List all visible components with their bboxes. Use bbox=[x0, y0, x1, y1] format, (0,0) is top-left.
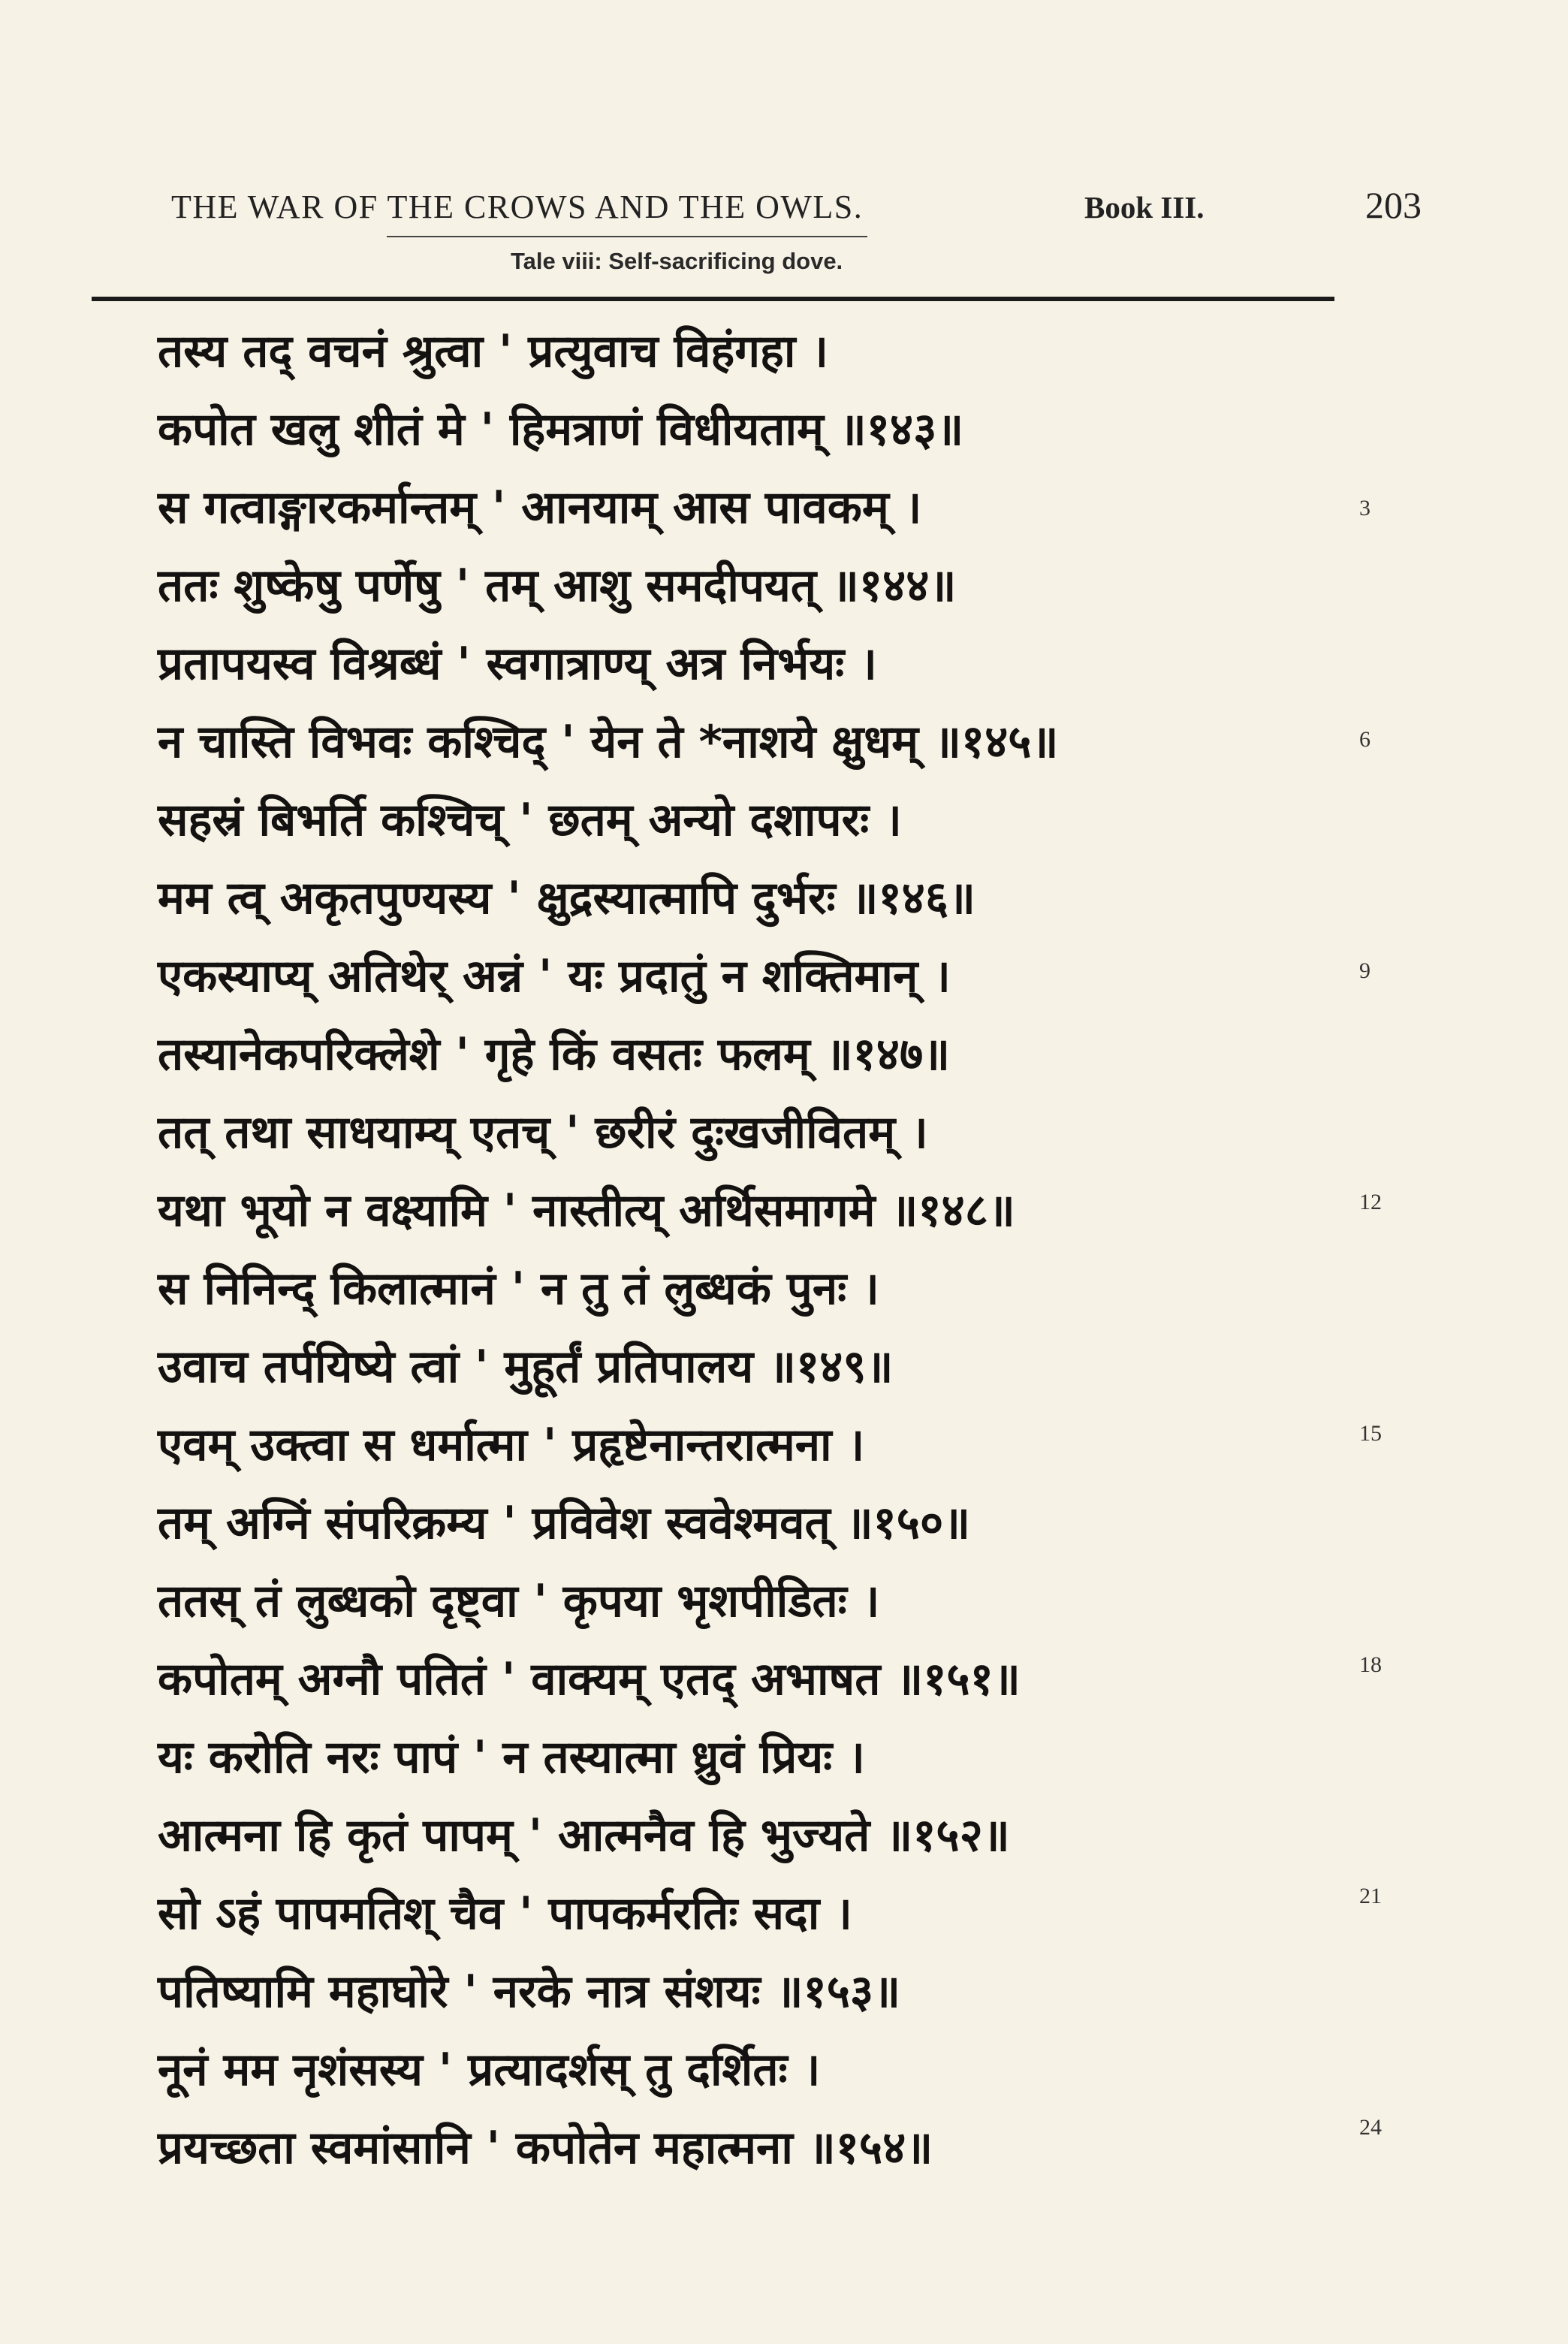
header-rule bbox=[92, 297, 1334, 301]
line-number: 3 bbox=[1359, 496, 1370, 520]
running-head-title: THE WAR OF THE CROWS AND THE OWLS. bbox=[171, 189, 864, 225]
title-underline bbox=[387, 236, 867, 237]
verse-line: पतिष्यामि महाघोरे ' नरके नात्र संशयः ॥१५३॥ bbox=[158, 1965, 901, 2018]
page-number: 203 bbox=[1365, 184, 1422, 226]
verse-line: यः करोति नरः पापं ' न तस्यात्मा ध्रुवं प्रियः । bbox=[158, 1731, 865, 1784]
tale-subtitle: Tale viii: Self-sacrificing dove. bbox=[511, 248, 843, 274]
running-head-book: Book III. bbox=[1084, 190, 1205, 225]
verse-line: उवाच तर्पयिष्ये त्वां ' मुहूर्तं प्रतिपालय ॥१४९॥ bbox=[158, 1341, 894, 1393]
verse-line: तत् तथा साधयाम्य् एतच् ' छरीरं दुःखजीवितम् । bbox=[158, 1106, 928, 1159]
verse-line: स निनिन्द् किलात्मानं ' न तु तं लुब्धकं पुनः । bbox=[158, 1263, 879, 1315]
verse-line: नूनं मम नृशंसस्य ' प्रत्यादर्शस् तु दर्शितः । bbox=[158, 2044, 821, 2096]
line-number: 12 bbox=[1359, 1190, 1382, 1214]
verse-line: ततस् तं लुब्धको दृष्ट्वा ' कृपया भृशपीडितः । bbox=[158, 1575, 880, 1628]
verse-line: ततः शुष्केषु पर्णेषु ' तम् आशु समदीपयत् ॥१४४॥ bbox=[158, 560, 957, 612]
verse-line: तम् अग्निं संपरिक्रम्य ' प्रविवेश स्ववेश्मवत् ॥१५०॥ bbox=[158, 1497, 971, 1549]
line-number: 9 bbox=[1359, 958, 1370, 983]
verse-line: प्रतापयस्व विश्रब्धं ' स्वगात्राण्य् अत्र निर्भयः । bbox=[158, 638, 877, 690]
verse-line: मम त्व् अकृतपुण्यस्य ' क्षुद्रस्यात्मापि दुर्भरः ॥१४६॥ bbox=[158, 872, 976, 925]
verse-line: प्रयच्छता स्वमांसानि ' कपोतेन महात्मना ॥१५४॥ bbox=[158, 2122, 933, 2174]
verse-line: स गत्वाङ्गारकर्मान्तम् ' आनयाम् आस पावकम् । bbox=[158, 481, 922, 534]
verse-line: न चास्ति विभवः कश्चिद् ' येन ते *नाशये क्षुधम् ॥१४५॥ bbox=[158, 716, 1059, 768]
verse-line: एवम् उक्त्वा स धर्मात्मा ' प्रहृष्टेनान्तरात्मना । bbox=[158, 1419, 865, 1471]
verse-line: कपोतम् अग्नौ पतितं ' वाक्यम् एतद् अभाषत ॥१५१॥ bbox=[158, 1653, 1021, 1706]
line-number: 18 bbox=[1359, 1652, 1382, 1677]
verse-line: कपोत खलु शीतं मे ' हिमत्राणं विधीयताम् ॥१४३॥ bbox=[158, 403, 964, 456]
verse-line: आत्मना हि कृतं पापम् ' आत्मनैव हि भुज्यते ॥१५२॥ bbox=[158, 1809, 1010, 1862]
line-number: 21 bbox=[1359, 1884, 1382, 1908]
verse-line: एकस्याप्य् अतिथेर् अन्नं ' यः प्रदातुं न शक्तिमान् । bbox=[158, 950, 951, 1003]
verse-line: तस्य तद् वचनं श्रुत्वा ' प्रत्युवाच विहंगहा । bbox=[158, 325, 829, 378]
line-number: 24 bbox=[1359, 2115, 1382, 2140]
verse-line: सो ऽहं पापमतिश् चैव ' पापकर्मरतिः सदा । bbox=[158, 1887, 852, 1940]
running-head bbox=[171, 183, 1422, 236]
line-number: 15 bbox=[1359, 1421, 1382, 1446]
line-number: 6 bbox=[1359, 727, 1370, 752]
verse-line: तस्यानेकपरिक्लेशे ' गृहे किं वसतः फलम् ॥१४७॥ bbox=[158, 1028, 951, 1081]
verse-line: यथा भूयो न वक्ष्यामि ' नास्तीत्य् अर्थिसमागमे ॥१४८॥ bbox=[158, 1184, 1015, 1237]
verse-line: सहस्रं बिभर्ति कश्चिच् ' छतम् अन्यो दशापरः । bbox=[158, 794, 902, 846]
